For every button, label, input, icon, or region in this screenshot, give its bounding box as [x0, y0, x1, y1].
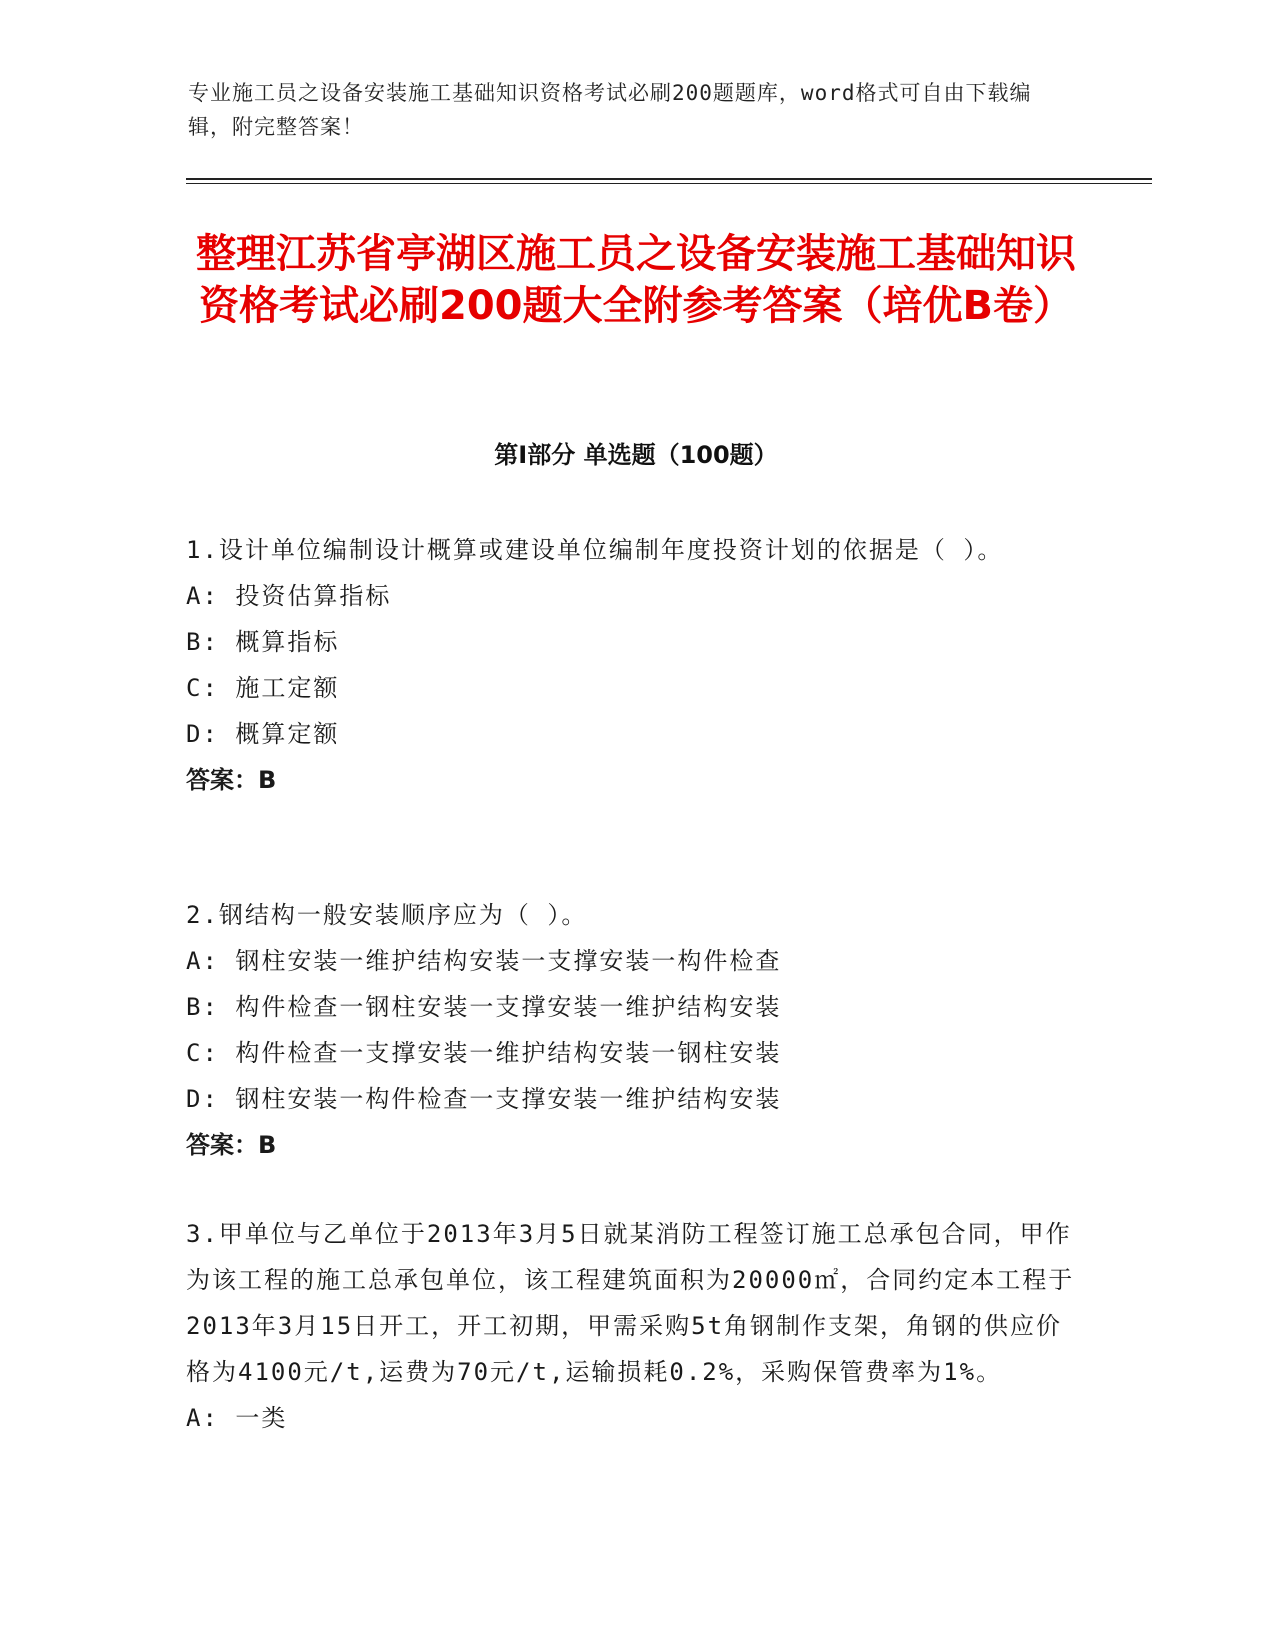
question-stem: 2.钢结构一般安装顺序应为（ ）。 — [186, 901, 588, 929]
header-divider-thick — [186, 178, 1152, 180]
answer-line: 答案：B — [186, 766, 277, 794]
question-1 — [186, 527, 1086, 803]
option-c: C: 构件检查一支撑安装一维护结构安装一钢柱安装 — [186, 1039, 782, 1067]
header-divider-thin — [186, 183, 1152, 184]
section-heading: 第Ⅰ部分 单选题（100题） — [494, 441, 778, 469]
option-d: D: 钢柱安装一构件检查一支撑安装一维护结构安装 — [186, 1085, 782, 1113]
answer-line: 答案：B — [186, 1131, 277, 1159]
document-title: 整理江苏省亭湖区施工员之设备安装施工基础知识资格考试必刷200题大全附参考答案（培优B卷） — [196, 231, 1076, 329]
question-3 — [186, 1211, 1086, 1441]
question-stem: 3.甲单位与乙单位于2013年3月5日就某消防工程签订施工总承包合同，甲作为该工程的施工总承包单位，该工程建筑面积为20000㎡，合同约定本工程于2013年3月15日开工，开工初期，甲需采购5t角钢制作支架，角钢的供应价格为4100元/t,运费为70元/t,运输损耗0.2%，采购保管费率为1%。 — [186, 1220, 1075, 1386]
question-stem: 1.设计单位编制设计概算或建设单位编制年度投资计划的依据是（ ）。 — [186, 536, 1004, 564]
option-d: D: 概算定额 — [186, 720, 340, 748]
header-note: 专业施工员之设备安装施工基础知识资格考试必刷200题题库，word格式可自由下载编辑，附完整答案！ — [188, 81, 1032, 139]
question-2 — [186, 892, 1086, 1168]
option-b: B: 构件检查一钢柱安装一支撑安装一维护结构安装 — [186, 993, 782, 1021]
option-c: C: 施工定额 — [186, 674, 340, 702]
option-a: A: 投资估算指标 — [186, 582, 392, 610]
option-b: B: 概算指标 — [186, 628, 340, 656]
option-a: A: 钢柱安装一维护结构安装一支撑安装一构件检查 — [186, 947, 782, 975]
option-a: A: 一类 — [186, 1404, 288, 1432]
